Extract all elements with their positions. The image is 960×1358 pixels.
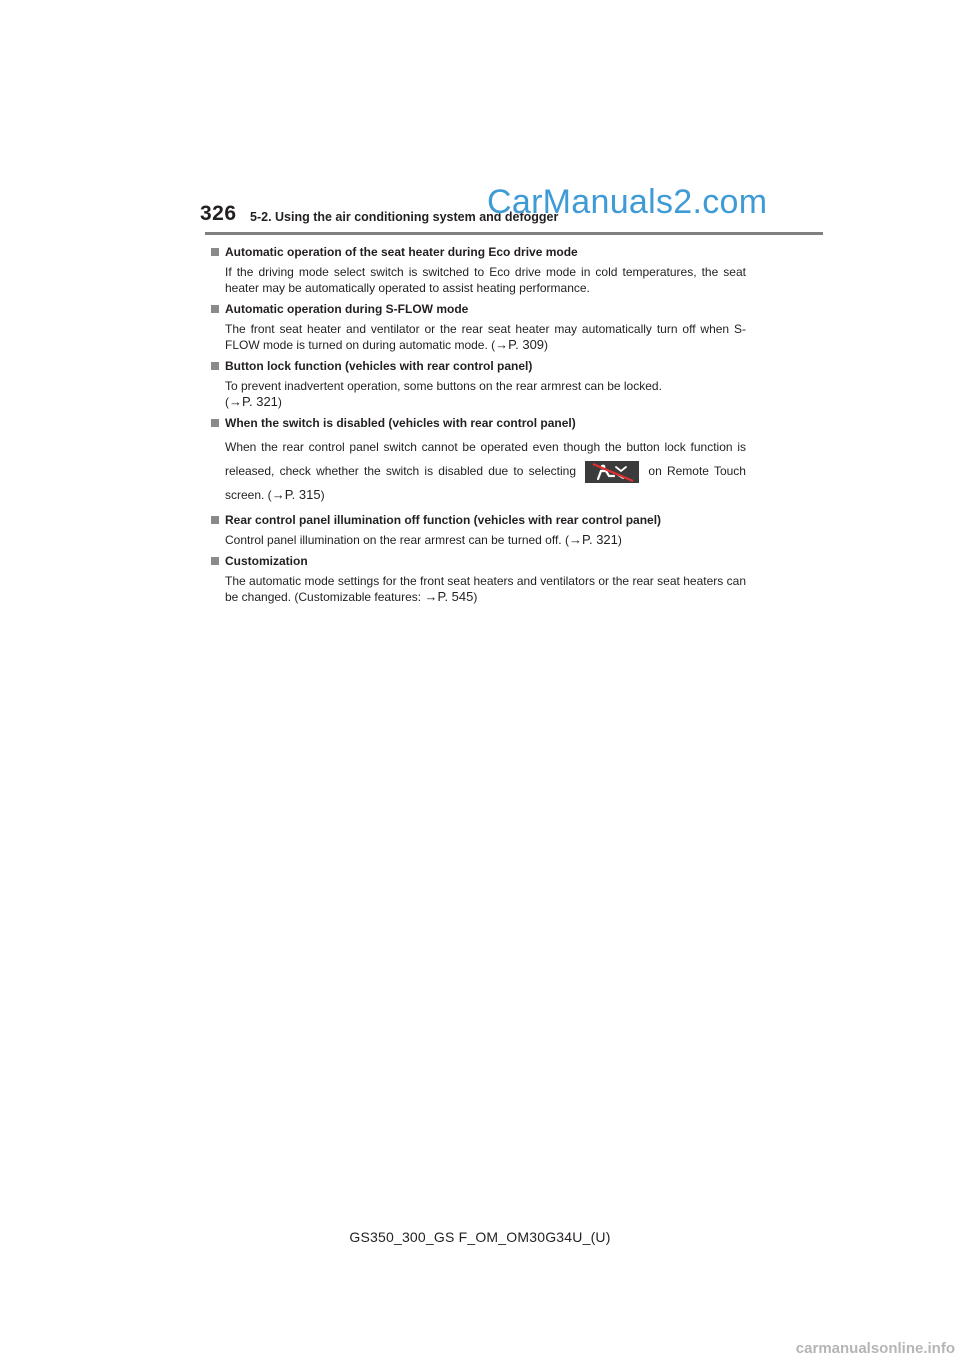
page-reference-link[interactable]: →P. 315 (271, 487, 321, 502)
item-heading (211, 301, 746, 317)
item-body-text: If the driving mode select switch is switched to Eco drive mode in cold temperatures, the seat heater may be automatically operated to assist heating performance. (225, 265, 746, 295)
item-body (225, 378, 746, 410)
page-reference-link[interactable]: →P. 545 (424, 589, 474, 604)
item-heading-text: When the switch is disabled (vehicles with rear control panel) (225, 416, 576, 430)
watermark-logo[interactable]: CarManuals2.com (487, 183, 768, 221)
item-body-end: ) (277, 395, 282, 409)
square-bullet-icon (211, 305, 219, 313)
item-body-end: ) (320, 488, 325, 502)
square-bullet-icon (211, 557, 219, 565)
item-body-text: Control panel illumination on the rear armrest can be turned off. ( (225, 533, 569, 547)
item-body (225, 532, 746, 548)
list-item (211, 553, 746, 605)
square-bullet-icon (211, 248, 219, 256)
item-body-text: When the rear control panel switch cannot be operated even though the button lock function is released, check whether the switch is disabled due to selecting (225, 440, 746, 478)
item-heading (211, 358, 746, 374)
item-heading-text: Automatic operation of the seat heater during Eco drive mode (225, 245, 578, 259)
item-heading (211, 244, 746, 260)
list-item (211, 415, 746, 507)
item-body-after-icon: on Remote Touch screen. ( (225, 464, 746, 502)
list-item (211, 358, 746, 410)
page-header (0, 0, 960, 240)
item-body-text: The front seat heater and ventilator or the rear seat heater may automatically turn off when S-FLOW mode is turned on during automatic mode. ( (225, 322, 746, 352)
item-body-text: To prevent inadvertent operation, some buttons on the rear armrest can be locked. (225, 379, 662, 393)
document-code: GS350_300_GS F_OM_OM30G34U_(U) (349, 1229, 611, 1245)
item-body (225, 321, 746, 353)
rear-seat-disabled-icon (585, 461, 639, 483)
square-bullet-icon (211, 362, 219, 370)
section-title: 5-2. Using the air conditioning system and defogger (250, 210, 559, 224)
item-heading-text: Button lock function (vehicles with rear control panel) (225, 359, 533, 373)
item-heading (211, 553, 746, 569)
list-item (211, 301, 746, 353)
square-bullet-icon (211, 516, 219, 524)
footer-watermark[interactable]: carmanualsonline.info (795, 1340, 955, 1357)
page-reference-link[interactable]: →P. 321 (229, 394, 278, 409)
page-number: 326 (200, 202, 237, 225)
item-heading-text: Customization (225, 554, 308, 568)
item-heading-text: Rear control panel illumination off function (vehicles with rear control panel) (225, 513, 662, 527)
square-bullet-icon (211, 419, 219, 427)
item-body (225, 264, 746, 296)
item-heading-text: Automatic operation during S-FLOW mode (225, 302, 469, 316)
item-body (225, 573, 746, 605)
list-item (211, 512, 746, 548)
item-heading (211, 415, 746, 431)
item-body-text: The automatic mode settings for the front seat heaters and ventilators or the rear seat heaters can be changed. (Customizable features: (225, 574, 746, 604)
ref-open: ( (225, 395, 229, 409)
page-reference-link[interactable]: →P. 321 (568, 532, 618, 547)
header-divider (205, 232, 823, 235)
item-body (225, 435, 746, 507)
item-body-end: ) (544, 338, 549, 352)
content (211, 244, 746, 610)
list-item (211, 244, 746, 296)
page-reference-link[interactable]: →P. 309 (495, 337, 545, 352)
item-body-end: ) (617, 533, 622, 547)
item-heading (211, 512, 746, 528)
item-body-end: ) (473, 590, 478, 604)
